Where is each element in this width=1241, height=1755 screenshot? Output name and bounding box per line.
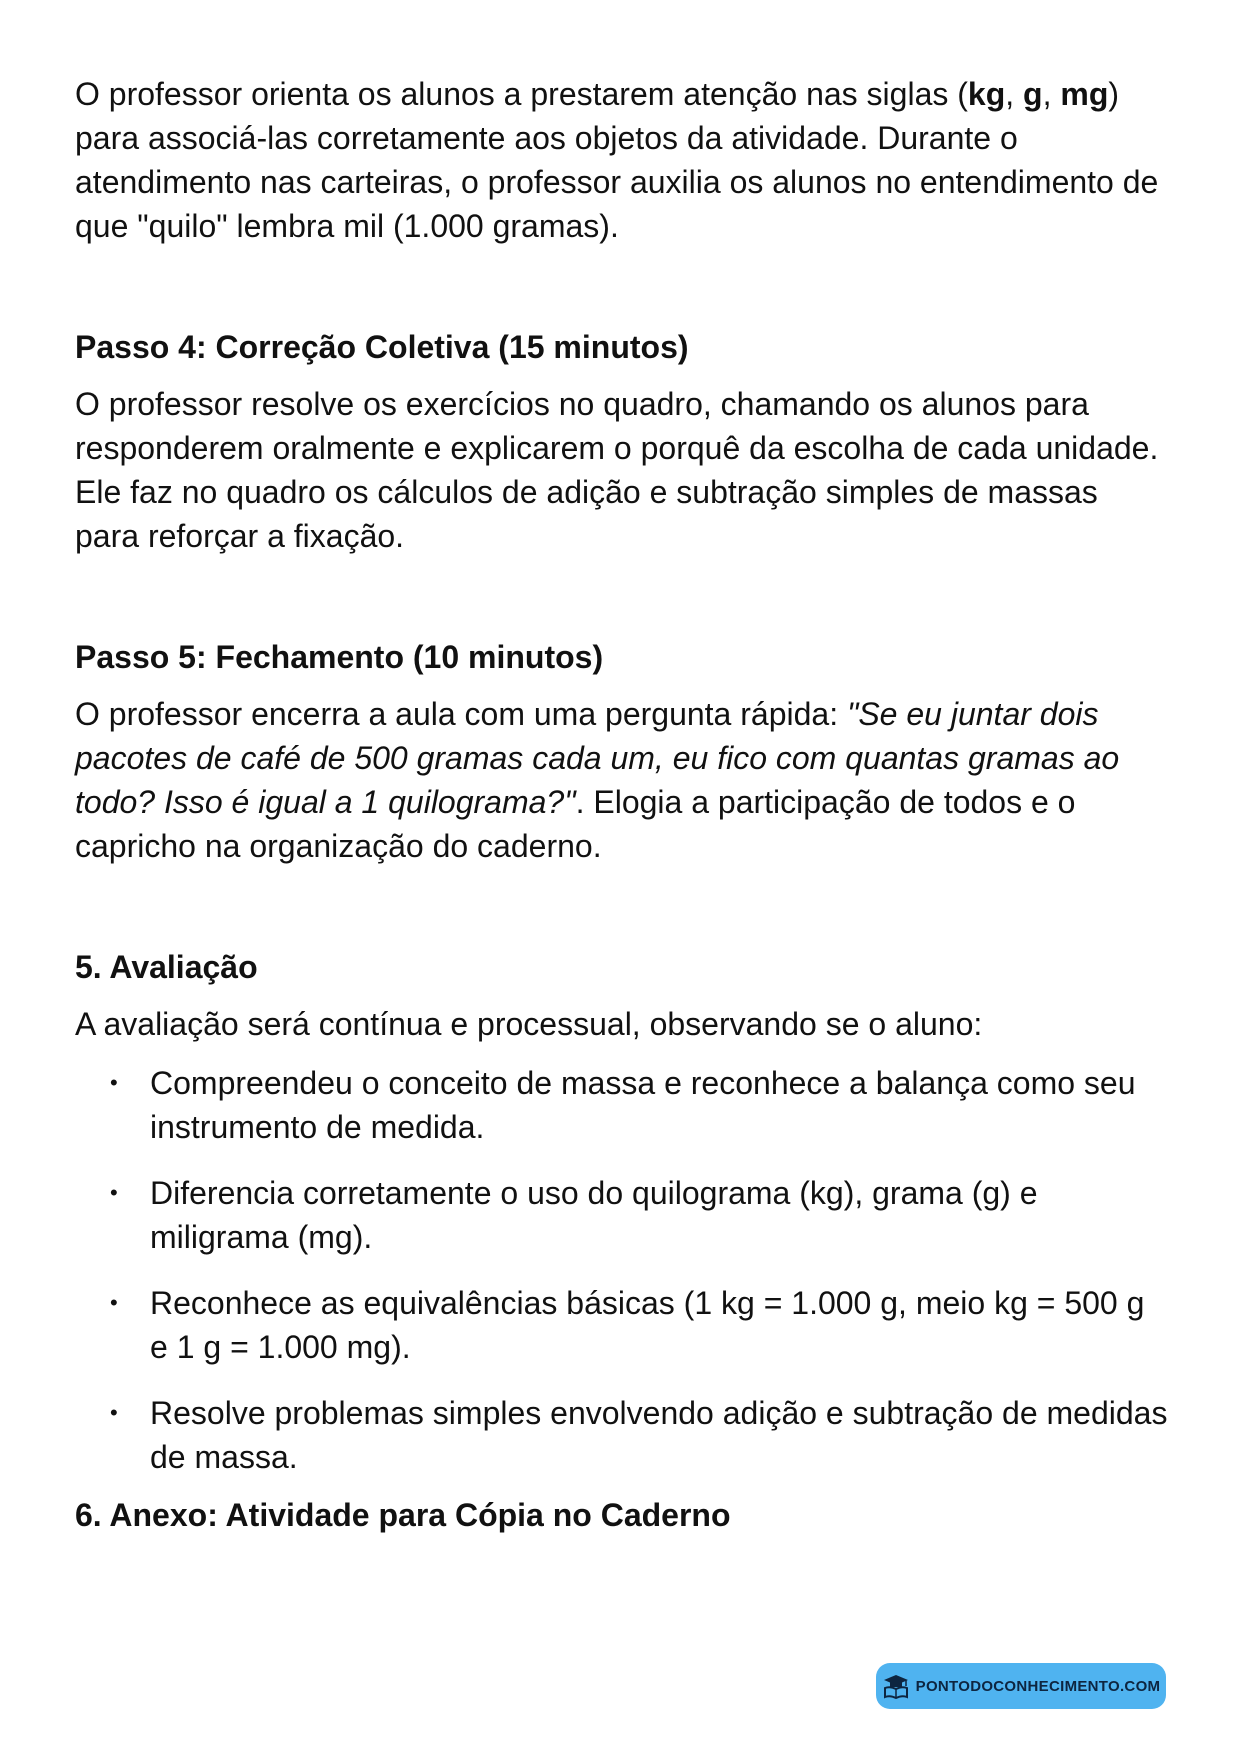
separator: , xyxy=(1042,76,1061,112)
bullet: • xyxy=(110,1180,118,1205)
unit-mg: mg xyxy=(1060,76,1109,112)
document-page xyxy=(75,72,1170,1535)
list-item-text: Reconhece as equivalências básicas (1 kg = 1.000 g, meio kg = 500 g e 1 g = 1.000 mg). xyxy=(150,1285,1145,1365)
intro-paragraph xyxy=(75,72,1170,248)
list-item xyxy=(75,1391,1170,1479)
evaluation-heading: 5. Avaliação xyxy=(75,949,258,985)
intro-text-start: O professor orienta os alunos a prestarem atenção nas siglas ( xyxy=(75,76,968,112)
evaluation-intro: A avaliação será contínua e processual, observando se o aluno: xyxy=(75,1006,983,1042)
step4-paragraph: O professor resolve os exercícios no quadro, chamando os alunos para responderem oralmente e explicarem o porquê da escolha de cada unidade. Ele faz no quadro os cálculos de adição e subtração simples de massas para reforçar a fixação. xyxy=(75,386,1159,554)
site-name: PONTODOCONHECIMENTO.COM xyxy=(915,1677,1161,1695)
list-item-text: Compreendeu o conceito de massa e reconhece a balança como seu instrumento de medida. xyxy=(150,1065,1136,1145)
step5-heading: Passo 5: Fechamento (10 minutos) xyxy=(75,639,604,675)
list-item xyxy=(75,1171,1170,1259)
list-item xyxy=(75,1281,1170,1369)
separator: , xyxy=(1005,76,1024,112)
list-item xyxy=(75,1061,1170,1149)
list-item-text: Resolve problemas simples envolvendo adição e subtração de medidas de massa. xyxy=(150,1395,1168,1475)
list-item-text: Diferencia corretamente o uso do quilograma (kg), grama (g) e miligrama (mg). xyxy=(150,1175,1038,1255)
step5-text-end: . Elogia a participação de todos e o capricho na organização do caderno. xyxy=(75,784,1076,864)
evaluation-list xyxy=(75,1061,1170,1479)
annex-heading: 6. Anexo: Atividade para Cópia no Caderno xyxy=(75,1497,731,1533)
graduation-book-icon xyxy=(882,1673,910,1699)
intro-text-end: ) para associá-las corretamente aos objetos da atividade. Durante o atendimento nas carteiras, o professor auxilia os alunos no entendimento de que "quilo" lembra mil (1.000 gramas). xyxy=(75,76,1159,244)
bullet: • xyxy=(110,1290,118,1315)
bullet: • xyxy=(110,1070,118,1095)
step4-heading: Passo 4: Correção Coletiva (15 minutos) xyxy=(75,329,689,365)
step5-text-start: O professor encerra a aula com uma pergunta rápida: xyxy=(75,696,847,732)
bullet: • xyxy=(110,1400,118,1425)
step5-paragraph xyxy=(75,692,1170,868)
site-badge[interactable] xyxy=(876,1663,1166,1709)
unit-kg: kg xyxy=(967,76,1006,112)
step5-question: "Se eu juntar dois pacotes de café de 500 gramas cada um, eu fico com quantas gramas ao todo? Isso é igual a 1 quilograma?" xyxy=(75,696,1120,820)
unit-g: g xyxy=(1023,76,1043,112)
